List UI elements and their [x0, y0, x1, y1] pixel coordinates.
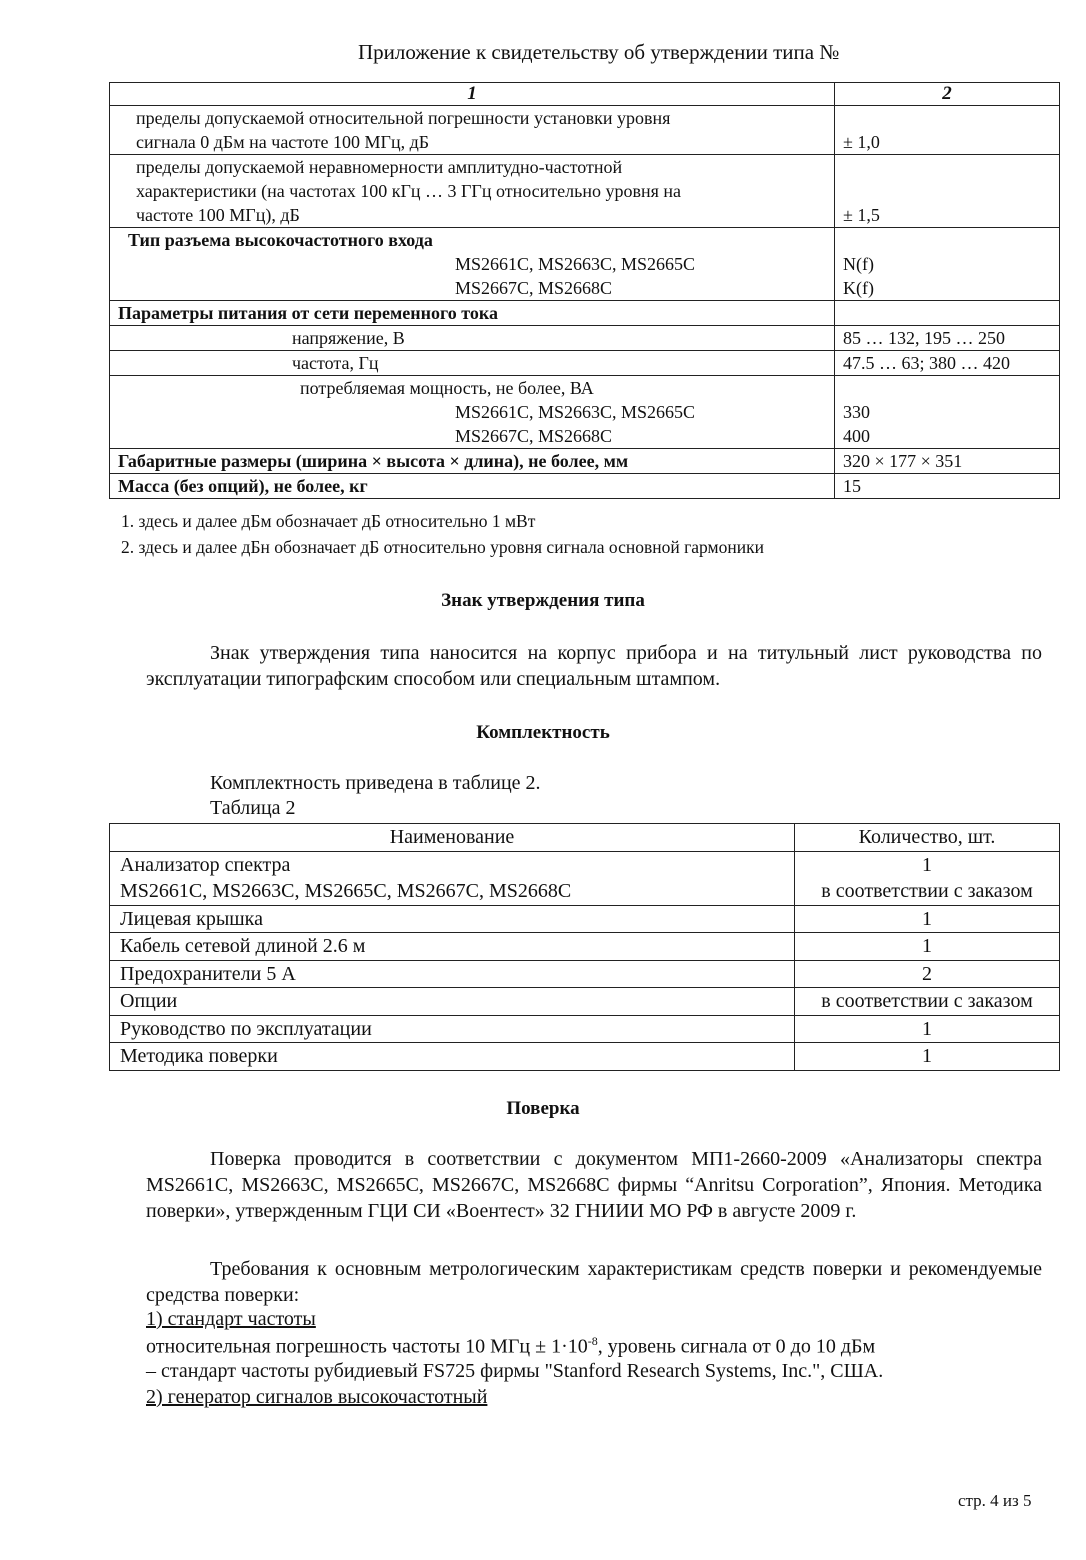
table-row: [110, 1015, 1060, 1043]
spec-label: пределы допускаемой неравномерности амплитудно-частотной: [136, 157, 623, 177]
list-item-frequency-standard: 1) стандарт частоты: [146, 1308, 316, 1330]
requirements-paragraph: [146, 1256, 1042, 1308]
column-2-header: 2: [835, 83, 1060, 106]
page-number: стр. 4 из 5: [958, 1491, 1032, 1510]
item-quantity: 1: [795, 933, 1060, 961]
approval-mark-paragraph: [146, 640, 1042, 692]
spec-value: ± 1,0: [835, 106, 1060, 155]
footnote: 1. здесь и далее дБм обозначает дБ относительно 1 мВт: [121, 511, 536, 531]
item-models: MS2661C, MS2663C, MS2665C, MS2667C, MS2668C: [120, 880, 572, 902]
item-quantity: в соответствии с заказом: [821, 880, 1033, 902]
table-row: [110, 351, 1060, 376]
paragraph-text: Требования к основным метрологическим характеристикам средств поверки и рекомендуемые средства поверки:: [146, 1258, 1042, 1306]
spec-value: 47.5 … 63; 380 … 420: [835, 351, 1060, 376]
spec-value: 400: [843, 426, 870, 446]
table-row: [110, 376, 1060, 449]
item-quantity: 1: [795, 905, 1060, 933]
item-name: Методика поверки: [110, 1043, 795, 1071]
list-item-signal-generator: 2) генератор сигналов высокочастотный: [146, 1386, 488, 1408]
spec-text: , уровень сигнала от 0 до 10 дБм: [597, 1335, 876, 1358]
item-quantity: 1: [795, 1043, 1060, 1071]
spec-label: частота, Гц: [110, 351, 835, 376]
column-1-header: 1: [110, 83, 835, 106]
table-row: [110, 301, 1060, 326]
frequency-standard-device: – стандарт частоты рубидиевый FS725 фирмы "Stanford Research Systems, Inc.", США.: [146, 1360, 884, 1382]
item-quantity: 2: [795, 960, 1060, 988]
paragraph-text: Знак утверждения типа наносится на корпус прибора и на титульный лист руководства по эксплуатации типографским способом или специальным штампом.: [146, 642, 1042, 690]
spec-label: сигнала 0 дБм на частоте 100 МГц, дБ: [136, 132, 430, 152]
table-row: [110, 474, 1060, 499]
spec-value: 85 … 132, 195 … 250: [835, 326, 1060, 351]
item-quantity: в соответствии с заказом: [795, 988, 1060, 1016]
item-name: Анализатор спектра: [120, 853, 291, 876]
item-name: Опции: [110, 988, 795, 1016]
spec-label: MS2661C, MS2663C, MS2665C: [455, 254, 696, 274]
table-row: [110, 1043, 1060, 1071]
item-name: Кабель сетевой длиной 2.6 м: [110, 933, 795, 961]
item-quantity: 1: [922, 853, 932, 876]
spec-label: частоте 100 МГц), дБ: [136, 205, 300, 225]
spec-label: характеристики (на частотах 100 кГц … 3 ГГц относительно уровня на: [136, 181, 681, 201]
spec-label: напряжение, В: [110, 326, 835, 351]
column-header-quantity: Количество, шт.: [795, 824, 1060, 852]
page-header: Приложение к свидетельству об утверждении типа №: [358, 40, 840, 64]
specification-table: [109, 82, 1060, 499]
spec-value: 320 × 177 × 351: [835, 449, 1060, 474]
connector-type-title: Тип разъема высокочастотного входа: [128, 230, 433, 250]
spec-value: 330: [843, 402, 870, 422]
completeness-intro: Комплектность приведена в таблице 2.: [210, 772, 541, 794]
table-row: [110, 449, 1060, 474]
spec-label: MS2667C, MS2668C: [455, 278, 613, 298]
table-header-row: [110, 824, 1060, 852]
spec-value: N(f): [843, 254, 874, 274]
table-row: [110, 106, 1060, 155]
item-name: Руководство по эксплуатации: [110, 1015, 795, 1043]
section-heading-completeness: Комплектность: [476, 722, 610, 743]
table-row: [110, 228, 1060, 301]
footnote: 2. здесь и далее дБн обозначает дБ относительно уровня сигнала основной гармоники: [121, 537, 764, 557]
spec-label: Масса (без опций), не более, кг: [110, 474, 835, 499]
table-row: [110, 960, 1060, 988]
spec-value: 15: [835, 474, 1060, 499]
power-parameters-title: Параметры питания от сети переменного тока: [110, 301, 835, 326]
frequency-standard-spec: [146, 1334, 875, 1359]
table-header-row: [110, 83, 1060, 106]
spec-value: K(f): [843, 278, 874, 298]
spec-value: ± 1,5: [835, 155, 1060, 228]
table-row: [110, 905, 1060, 933]
spec-label: MS2667C, MS2668C: [455, 426, 613, 446]
spec-text: относительная погрешность частоты 10 МГц ± 1·10: [146, 1335, 588, 1358]
table-row: [110, 155, 1060, 228]
exponent: -8: [587, 1334, 598, 1348]
section-heading-approval-mark: Знак утверждения типа: [441, 590, 645, 611]
spec-label: пределы допускаемой относительной погрешности установки уровня: [136, 108, 671, 128]
section-heading-verification: Поверка: [506, 1098, 580, 1119]
item-name: Предохранители 5 А: [110, 960, 795, 988]
spec-label: Габаритные размеры (ширина × высота × длина), не более, мм: [110, 449, 835, 474]
item-name: Лицевая крышка: [110, 905, 795, 933]
table-row: [110, 326, 1060, 351]
verification-paragraph: [146, 1146, 1042, 1224]
paragraph-text: Поверка проводится в соответствии с документом МП1-2660-2009 «Анализаторы спектра MS2661C, MS2663C, MS2665C, MS2667C, MS2668C фирмы “Anritsu Corporation”, Япония. Методика поверки», утвержденным ГЦИ СИ «Воентест» 32 ГНИИИ МО РФ в августе 2009 г.: [146, 1148, 1042, 1222]
table-row: [110, 988, 1060, 1016]
spec-label: потребляемая мощность, не более, ВА: [300, 378, 594, 398]
table-row: [110, 851, 1060, 905]
table-caption: Таблица 2: [210, 797, 296, 819]
item-quantity: 1: [795, 1015, 1060, 1043]
completeness-table: [109, 823, 1060, 1071]
spec-label: MS2661C, MS2663C, MS2665C: [455, 402, 696, 422]
table-row: [110, 933, 1060, 961]
column-header-name: Наименование: [110, 824, 795, 852]
